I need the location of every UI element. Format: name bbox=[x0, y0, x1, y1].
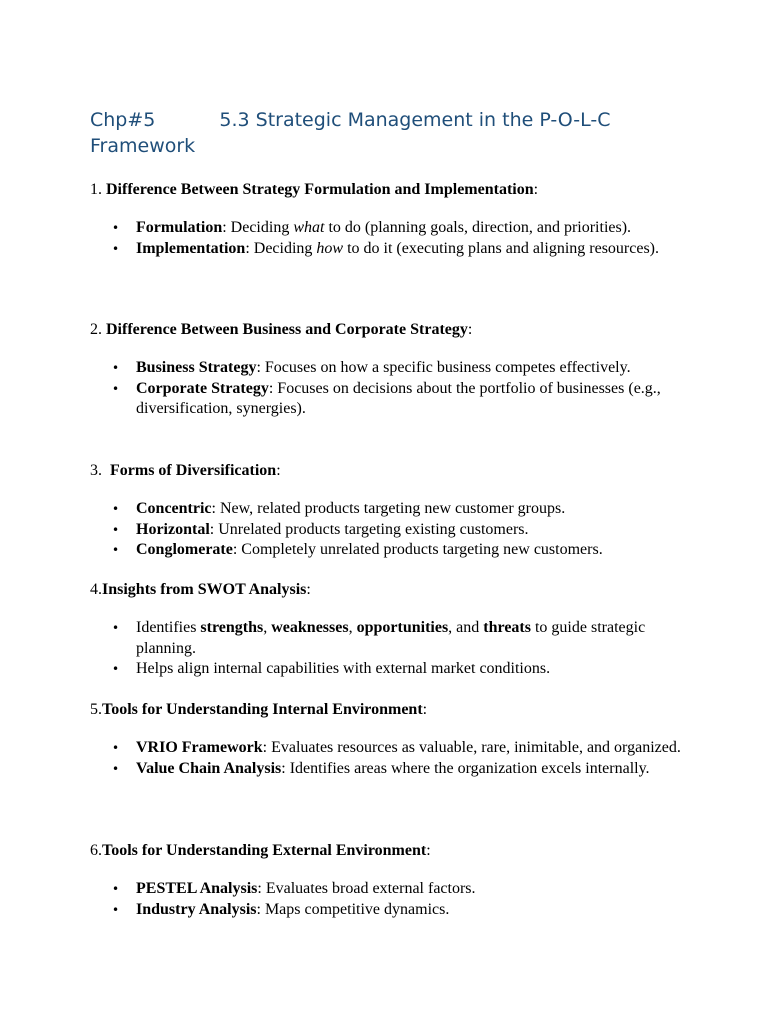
section-heading-1 bbox=[90, 179, 690, 200]
section-colon: : bbox=[467, 321, 473, 338]
item-term: Formulation bbox=[136, 219, 223, 236]
item-term: Business Strategy bbox=[136, 359, 257, 376]
item-text: : Maps competitive dynamics. bbox=[256, 900, 450, 918]
section-6 bbox=[90, 840, 690, 920]
section-2 bbox=[90, 319, 690, 420]
bullet-icon: • bbox=[112, 621, 120, 635]
section-heading-2 bbox=[90, 319, 690, 340]
section-colon: : bbox=[422, 701, 428, 718]
section-5 bbox=[90, 699, 690, 779]
list-item bbox=[90, 659, 690, 680]
item-term: weaknesses bbox=[271, 619, 349, 636]
section-4 bbox=[90, 579, 690, 680]
list-item bbox=[90, 759, 690, 780]
item-term: opportunities bbox=[356, 619, 449, 636]
list-item bbox=[90, 218, 690, 239]
bullet-list bbox=[90, 358, 690, 420]
bullet-icon: • bbox=[112, 761, 120, 776]
section-number: 3. bbox=[90, 462, 110, 479]
bullet-icon: • bbox=[112, 882, 120, 896]
item-term: strengths bbox=[200, 619, 264, 636]
bullet-icon: • bbox=[112, 902, 120, 917]
item-term: PESTEL Analysis bbox=[136, 880, 258, 897]
section-colon: : bbox=[276, 462, 281, 479]
item-text: , bbox=[263, 619, 272, 636]
item-text: : Deciding bbox=[245, 239, 317, 257]
section-number: 4. bbox=[90, 581, 102, 598]
section-number: 5. bbox=[90, 701, 102, 718]
section-heading-3 bbox=[90, 460, 690, 481]
bullet-icon: • bbox=[112, 361, 120, 375]
section-title: Difference Between Business and Corporate Strategy bbox=[106, 321, 468, 338]
list-item bbox=[90, 738, 690, 759]
list-item bbox=[90, 379, 690, 420]
list-item bbox=[90, 618, 690, 659]
item-term: threats bbox=[483, 619, 531, 636]
item-text: : Completely unrelated products targeting new customers. bbox=[232, 541, 603, 559]
item-text: : Identifies areas where the organization excels internally. bbox=[281, 759, 650, 777]
item-text: : Focuses on decisions about the portfolio of businesses (e.g., diversification, synergies). bbox=[136, 379, 661, 418]
item-term: Value Chain Analysis bbox=[136, 759, 282, 777]
section-title: Tools for Understanding Internal Environment bbox=[102, 701, 423, 718]
section-number: 1. bbox=[90, 181, 106, 198]
bullet-list bbox=[90, 499, 690, 561]
list-item bbox=[90, 358, 690, 379]
item-term: Horizontal bbox=[136, 520, 210, 538]
list-item bbox=[90, 499, 690, 520]
item-term: VRIO Framework bbox=[136, 739, 263, 756]
page-title bbox=[90, 107, 690, 159]
bullet-icon: • bbox=[112, 241, 120, 256]
section-colon: : bbox=[533, 181, 539, 198]
section-title: Difference Between Strategy Formulation and Implementation bbox=[106, 181, 534, 198]
bullet-list bbox=[90, 738, 690, 779]
section-colon: : bbox=[426, 842, 431, 859]
item-text: : Unrelated products targeting existing customers. bbox=[209, 520, 529, 538]
section-number: 6. bbox=[90, 842, 102, 859]
chapter-label: Chp#5 bbox=[90, 109, 156, 131]
item-text: : New, related products targeting new customer groups. bbox=[211, 500, 566, 517]
item-text: to guide strategic planning. bbox=[136, 619, 646, 657]
bullet-icon: • bbox=[112, 522, 120, 537]
section-heading-4 bbox=[90, 579, 690, 600]
bullet-list bbox=[90, 879, 690, 920]
item-text: Helps align internal capabilities with external market conditions. bbox=[136, 660, 551, 678]
item-text: Identifies bbox=[136, 619, 201, 636]
item-term: Implementation bbox=[136, 239, 246, 257]
bullet-icon: • bbox=[112, 502, 120, 516]
item-text: : Evaluates broad external factors. bbox=[257, 880, 476, 897]
item-text: : Focuses on how a specific business competes effectively. bbox=[256, 359, 631, 376]
bullet-icon: • bbox=[112, 741, 120, 755]
item-term: Concentric bbox=[136, 500, 212, 517]
section-1 bbox=[90, 179, 690, 259]
item-emphasis: what bbox=[293, 219, 325, 236]
item-term: Corporate Strategy bbox=[136, 379, 269, 397]
item-text: , bbox=[348, 619, 357, 636]
section-heading: 5.3 Strategic Management in the P-O-L-C Framework bbox=[90, 109, 611, 157]
item-term: Conglomerate bbox=[136, 541, 233, 559]
bullet-icon: • bbox=[112, 662, 120, 677]
list-item bbox=[90, 239, 690, 260]
bullet-list bbox=[90, 618, 690, 680]
item-text: : Deciding bbox=[222, 219, 294, 236]
section-heading-5 bbox=[90, 699, 690, 720]
section-title: Forms of Diversification bbox=[110, 462, 277, 479]
list-item bbox=[90, 879, 690, 900]
section-3 bbox=[90, 460, 690, 561]
item-text: , and bbox=[448, 619, 484, 636]
section-title: Tools for Understanding External Environment bbox=[102, 842, 427, 859]
item-emphasis: how bbox=[316, 239, 344, 257]
item-term: Industry Analysis bbox=[136, 900, 257, 918]
list-item bbox=[90, 540, 690, 561]
section-colon: : bbox=[306, 581, 311, 598]
list-item bbox=[90, 520, 690, 541]
list-item bbox=[90, 900, 690, 921]
section-number: 2. bbox=[90, 321, 106, 338]
bullet-list bbox=[90, 218, 690, 259]
item-text: : Evaluates resources as valuable, rare, inimitable, and organized. bbox=[262, 739, 681, 756]
section-heading-6 bbox=[90, 840, 690, 861]
bullet-icon: • bbox=[112, 221, 120, 235]
bullet-icon: • bbox=[112, 381, 120, 396]
section-title: Insights from SWOT Analysis bbox=[102, 581, 307, 598]
bullet-icon: • bbox=[112, 543, 120, 558]
item-text: to do it (executing plans and aligning resources). bbox=[343, 239, 660, 257]
item-text: to do (planning goals, direction, and priorities). bbox=[324, 219, 632, 236]
